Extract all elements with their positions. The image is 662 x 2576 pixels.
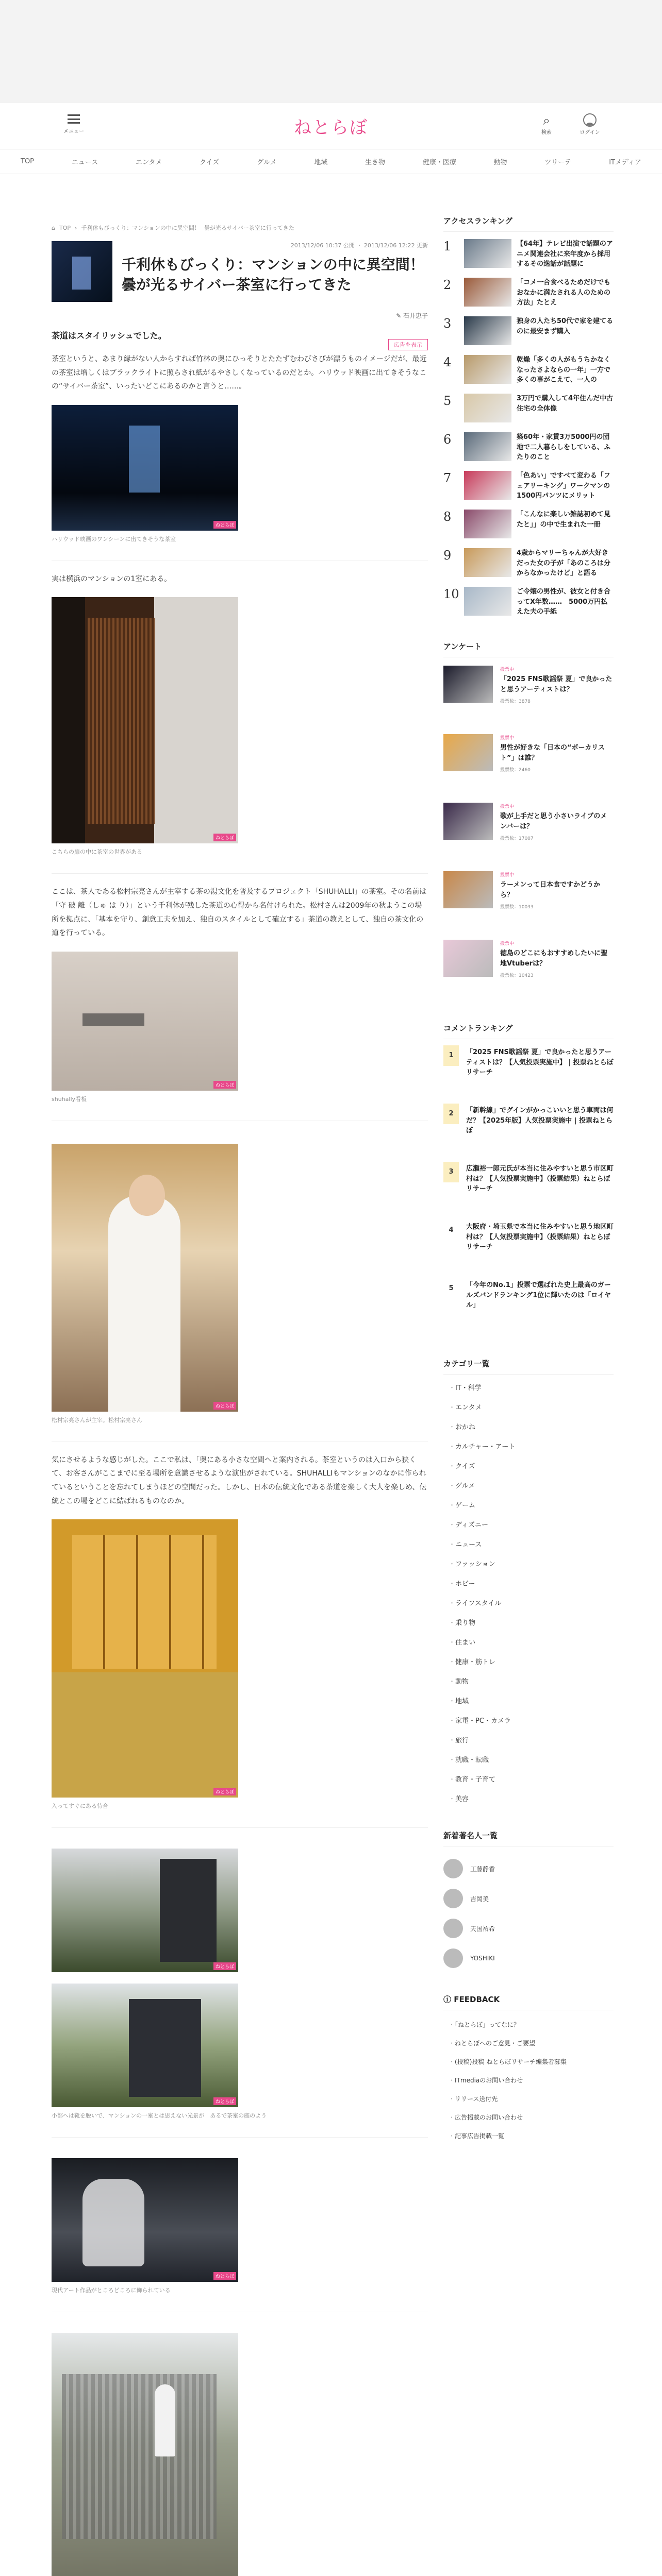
category-link[interactable]: ・ ホビー [443,1574,614,1594]
avatar [443,1859,463,1878]
article-figure [52,1519,428,1810]
comment-ranking-item[interactable] [443,1097,614,1156]
feedback-link[interactable]: ・ 広告掲載のお問い合わせ [443,2108,614,2127]
category-link[interactable]: ・ クイズ [443,1457,614,1477]
category-link[interactable]: ・ 住まい [443,1633,614,1653]
rank-number: 2 [443,278,452,292]
home-icon: ⌂ [52,224,55,231]
watermark: ねとらぼ [213,2097,236,2105]
search-label: 検索 [541,130,552,135]
article-image[interactable] [52,1519,238,1798]
ranking-item[interactable] [443,232,614,270]
category-link[interactable]: ・ ライフスタイル [443,1594,614,1614]
comment-rank-number: 5 [449,1284,454,1292]
survey-vote-count: 投票数：2460 [500,768,531,773]
rank-number: 8 [443,510,452,524]
article-figure [52,2333,428,2576]
ranking-thumbnail [464,355,511,384]
survey-question: 「2025 FNS歌謡祭 夏」で良かったと思うアーティストは？ [500,675,613,693]
comment-ranking-item[interactable] [443,1156,614,1214]
ranking-headline: 【64年】テレビ出演で話題のアニメ関連会社に来年度から採用するその逸話が話題に [517,240,613,268]
article-thumbnail [52,241,112,302]
survey-vote-count: 投票数：3878 [500,699,531,704]
nav-item[interactable]: 地域 [314,159,328,166]
nav-item[interactable]: ニュース [71,159,98,166]
feedback-link[interactable]: ・ ねとらぼへのご意見・ご要望 [443,2034,614,2053]
celeb-name: 天国祐希 [470,1925,495,1933]
celeb-name: YOSHIKI [470,1955,495,1962]
category-link[interactable]: ・ 就職・転職 [443,1751,614,1770]
ranking-headline: 3万円で購入して4年住んだ中古住宅の全体像 [517,395,614,413]
category-link[interactable]: ・ エンタメ [443,1398,614,1418]
nav-item[interactable]: 動物 [493,159,507,166]
watermark: ねとらぼ [213,834,236,841]
survey-item[interactable] [443,863,614,931]
divider [52,873,428,874]
survey-status: 投票中 [500,804,515,809]
celeb-item[interactable] [443,1854,614,1884]
comment-ranking-headline: 「新幹線」でグインがかっこいいと思う車両は何だ？【2025年版】人気投票実施中 | 投票ねとらぼ [466,1107,614,1134]
ranking-thumbnail [464,548,511,577]
nav-item[interactable]: TOP [21,158,35,165]
survey-thumbnail [443,871,493,908]
watermark: ねとらぼ [213,1402,236,1410]
ranking-title: アクセスランキング [443,215,614,232]
category-link[interactable]: ・ グルメ [443,1477,614,1496]
survey-vote-count: 投票数：17007 [500,836,534,841]
survey-vote-count: 投票数：10033 [500,905,534,910]
comment-ranking-headline: 広瀬裕一郎元氏が本当に住みやすいと思う市区町村は？【人気投票実施中】（投票結果）ねとらぼリサーチ [466,1165,614,1193]
feedback-section [443,1994,614,2145]
ranking-item[interactable] [443,386,614,425]
ranking-thumbnail [464,394,511,422]
article-image[interactable] [52,597,238,843]
rank-number: 6 [443,432,452,447]
feedback-link[interactable]: ・ リリース送付先 [443,2090,614,2108]
breadcrumb-item: 曇が光るサイバー茶室に行ってきた [204,225,294,231]
survey-vote-count: 投票数：10423 [500,973,534,978]
article-lead: 茶道はスタイリッシュでした。 [52,331,167,341]
ranking-item[interactable] [443,348,614,386]
author-icon: ✎ [396,312,402,319]
celeb-item[interactable] [443,1884,614,1913]
image-caption: 現代アート作品がところどころに飾られている [52,2287,171,2294]
rank-number: 3 [443,316,452,331]
category-link[interactable]: ・ 旅行 [443,1731,614,1751]
comment-ranking [443,1023,614,1330]
category-link[interactable]: ・ 乗り物 [443,1614,614,1633]
ranking-headline: 乾燥「多くの人がもうちかなくなったさよならの一年」一方で多くの事がこえて、一人の [517,356,611,384]
article-image[interactable] [52,952,238,1091]
celeb-title: 新着著名人一覧 [443,1830,614,1846]
ranking-headline: 築60年・家賃3万5000円の団地で二人暮らしをしている、ふたりのこと [517,433,611,461]
article-figure [52,405,428,543]
category-link[interactable]: ・ ニュース [443,1535,614,1555]
article-paragraph: 気にさせるような感じがした。ここで私は、「奥にある小さな空間へと案内される。茶室というのは入口から狭くて、お客さんがここまでに至る場所を意識させるような演出がされている。SHUHALLIもマンションのなかに作られているということを忘れてしまうほどの空間だった。しかし、日本の伝統文化である茶道を楽しく大人を楽しめ、伝統とこの場をどこに結ばれるものなのか。 [52,1455,427,1505]
nav-item[interactable]: 健康・医療 [422,159,456,166]
survey-item[interactable] [443,931,614,1000]
ranking-item[interactable] [443,425,614,464]
menu-button[interactable] [61,114,87,134]
site-header [0,103,662,149]
article-figure [52,1984,428,2120]
category-link[interactable]: ・ 美容 [443,1790,614,1809]
survey-item[interactable] [443,657,614,726]
breadcrumb-item[interactable]: TOP [59,224,71,231]
rank-number: 5 [443,394,452,408]
category-list [443,1358,614,1809]
chevron-right-icon: › [75,224,77,231]
article-figure [52,1144,428,1424]
image-caption: 松村宗亮さんが主宰。松村宗亮さん [52,1416,142,1423]
comment-ranking-headline: 「今年のNo.1」投票で選ばれた史上最高のガールズバンドランキング1位に輝いたのは「ロイヤル」 [466,1281,611,1309]
ranking-thumbnail [464,278,511,307]
breadcrumb-item: 千利休もびっくり：マンションの中に異空間！ [81,225,200,231]
article-column [52,174,428,2576]
article-image[interactable] [52,1144,238,1412]
comment-ranking-item[interactable] [443,1272,614,1330]
survey-status: 投票中 [500,736,515,741]
avatar [443,1889,463,1908]
article-figure [52,2158,428,2294]
comment-ranking-item[interactable] [443,1214,614,1272]
nav-item[interactable]: グルメ [257,159,277,166]
ranking-item[interactable] [443,541,614,580]
ranking-headline: 独身の人たち50代で家を建てるのに最安まず購入 [517,317,614,335]
comment-ranking-title: コメントランキング [443,1023,614,1039]
avatar [443,1919,463,1938]
category-link[interactable]: ・ カルチャー・アート [443,1437,614,1457]
article-image[interactable] [52,2158,238,2282]
survey-item[interactable] [443,794,614,863]
ad-toggle-button[interactable]: 広告を表示 [388,339,428,350]
ranking-thumbnail [464,471,511,500]
feedback-link[interactable]: ・ ITmediaのお問い合わせ [443,2071,614,2090]
category-link[interactable]: ・ 家電・PC・カメラ [443,1711,614,1731]
author-name: 石井恵子 [403,312,428,319]
watermark: ねとらぼ [213,2272,236,2280]
nav-item[interactable]: ITメディア [609,159,641,166]
rank-number: 4 [443,355,452,369]
divider [52,1827,428,1828]
ranking-item[interactable] [443,502,614,541]
rank-number: 1 [443,239,452,253]
image-caption: 入ってすぐにある待合 [52,1803,108,1810]
feedback-link[interactable]: ・ 記事広告掲載一覧 [443,2127,614,2145]
ranking-headline: ご令嬢の男性が、彼女と付き合ってX年数…… 5000万円払えた夫の手紙 [517,588,611,616]
feedback-title-text: FEEDBACK [454,1995,500,2004]
comment-rank-number: 4 [449,1226,454,1234]
survey-thumbnail [443,940,493,977]
category-title: カテゴリ一覧 [443,1358,614,1375]
survey-title: アンケート [443,641,614,657]
feedback-title [443,1994,614,2010]
article-paragraph: ここは、茶人である松村宗亮さんが主宰する茶の湯文化を普及するプロジェクト「SHUHALLI」の茶室。その名前は「守 破 離（しゅ は り）」という千利休が残した茶道の心得から名付けられた。松村さんは2009年の秋ようこの場所を拠点に、「基本を守り、創意工夫を加え、独自のスタイルとして確立する」茶道の教えとして、独自の茶文化の道を行っている。 [52,888,427,938]
article-title: 千利休もびっくり：マンションの中に異空間！曇が光るサイバー茶室に行ってきた [122,256,424,294]
survey-thumbnail [443,734,493,771]
ranking-headline: 4歳からマリーちゃんが大好きだった女の子が「あのころは分からなかったけど」と語る [517,549,611,577]
rank-number: 10 [443,587,459,601]
image-caption: ハリウッド映画のワンシーンに出てきそうな茶室 [52,535,176,543]
ranking-item[interactable] [443,580,614,618]
divider [52,2137,428,2138]
menu-label: メニュー [63,129,84,134]
search-icon: ⌕ [543,113,550,128]
category-link[interactable]: ・ ゲーム [443,1496,614,1516]
ranking-headline: 「こんなに楽しい雑誌初めて見たと」」の中で生まれた一冊 [517,511,611,529]
article-figure [52,1849,428,1972]
article-dates: 2013/12/06 10:37 公開 ・ 2013/12/06 12:22 更新 [290,242,428,249]
top-ad-band [0,0,662,103]
category-link[interactable]: ・ 動物 [443,1672,614,1692]
category-link[interactable]: ・ 地域 [443,1692,614,1711]
survey-status: 投票中 [500,873,515,878]
image-caption: 小部へは靴を脱いで、マンションの一室とは思えない光景が あるで茶室の庭のよう [52,2112,267,2120]
nav-item[interactable]: クイズ [200,159,220,166]
ranking-thumbnail [464,587,511,616]
watermark: ねとらぼ [213,1788,236,1795]
survey-status: 投票中 [500,667,515,672]
ranking-item[interactable] [443,464,614,502]
comment-ranking-headline: 「2025 FNS歌謡祭 夏」で良かったと思うアーティストは？【人気投票実施中】 | 投票ねとらぼリサーチ [466,1048,614,1076]
survey-thumbnail [443,803,493,840]
article-paragraph: 実は横浜のマンションの1室にある。 [52,574,172,583]
ranking-thumbnail [464,510,511,538]
survey-question: 徳島のどこにもおすすめしたいに聖地Vtuberは？ [500,950,608,968]
celeb-name: 吉岡美 [470,1895,489,1903]
image-caption: shuhally看板 [52,1095,87,1103]
celeb-list [443,1830,614,1973]
global-nav [0,149,662,174]
category-link[interactable]: ・ おかね [443,1418,614,1437]
nav-item[interactable]: エンタメ [135,159,162,166]
category-link[interactable]: ・ IT・科学 [443,1379,614,1398]
feedback-link[interactable]: ・ 「ねとらぼ」ってなに？ [443,2015,614,2034]
feedback-link[interactable]: ・ (投稿)投稿 ねとらぼリサーチ編集者募集 [443,2053,614,2071]
ranking-thumbnail [464,239,511,268]
article-image[interactable] [52,2333,238,2576]
celeb-item[interactable] [443,1943,614,1973]
avatar [443,1948,463,1968]
survey-item[interactable] [443,726,614,794]
comment-rank-number: 1 [443,1045,459,1066]
celeb-item[interactable] [443,1913,614,1943]
user-icon [583,113,597,127]
breadcrumb [52,224,428,232]
ranking-thumbnail [464,316,511,345]
article-figure [52,597,428,856]
nav-item[interactable]: ツリーテ [544,159,572,166]
site-logo[interactable]: ねとらぼ [294,117,368,138]
search-button[interactable] [535,113,558,135]
ranking-item[interactable] [443,309,614,348]
article-image[interactable] [52,1984,238,2107]
survey-thumbnail [443,666,493,703]
hamburger-icon [68,114,80,124]
category-link[interactable]: ・ 教育・子育て [443,1770,614,1790]
category-link[interactable]: ・ ディズニー [443,1516,614,1535]
login-button[interactable] [578,113,601,135]
image-caption: こちらの扉の中に茶室の世界がある [52,849,142,856]
article-author[interactable] [52,311,428,320]
survey-status: 投票中 [500,941,515,946]
survey-question: 男性が好きな「日本の“ボーカリスト”」は誰？ [500,744,605,762]
ranking-thumbnail [464,432,511,461]
article-image[interactable] [52,405,238,531]
access-ranking [443,215,614,618]
rank-number: 7 [443,471,452,485]
info-icon: ⓘ [443,1995,452,2004]
rank-number: 9 [443,548,452,563]
watermark: ねとらぼ [213,1081,236,1089]
article-image[interactable] [52,1849,238,1972]
comment-ranking-headline: 大阪府・埼玉県で本当に住みやすいと思う地区町村は？【人気投票実施中】（投票結果）ねとらぼリサーチ [466,1223,614,1251]
article-figure [52,952,428,1103]
ranking-item[interactable] [443,270,614,309]
watermark: ねとらぼ [213,1962,236,1970]
nav-item[interactable]: 生き物 [365,159,386,166]
login-label: ログイン [580,130,600,135]
category-link[interactable]: ・ 健康・筋トレ [443,1653,614,1672]
comment-ranking-item[interactable] [443,1039,614,1097]
ranking-headline: 「コメ一合食べるためだけでもおなかに満たされる人のための方法」たとえ [517,279,611,307]
survey-section [443,641,614,1000]
celeb-name: 工藤静香 [470,1865,495,1873]
category-link[interactable]: ・ ファッション [443,1555,614,1574]
survey-question: ラーメンって日本食ですかどうか ら？ [500,881,600,899]
watermark: ねとらぼ [213,521,236,529]
survey-question: 歌が上手だと思う小さいライブのメンバーは？ [500,812,607,831]
sidebar [443,174,614,2145]
ranking-headline: 「色あい」ですべて変わる「フェアリーキング」ワークマンの1500円パンツにメリット [517,472,610,500]
comment-rank-number: 2 [443,1104,459,1124]
article-paragraph: 茶室というと、あまり縁がない人からすれば竹林の奥にひっそりとたたずむわびさびが漂うものイメージだが、最近の茶室は増しくはブラックライトに照らされ紙がるやさしくなっているのだとか。ハリウッド映画に出てきそうなこの“サイバー茶室”、いったいどこにあるのかと言うと……。 [52,355,427,391]
comment-rank-number: 3 [443,1162,459,1182]
